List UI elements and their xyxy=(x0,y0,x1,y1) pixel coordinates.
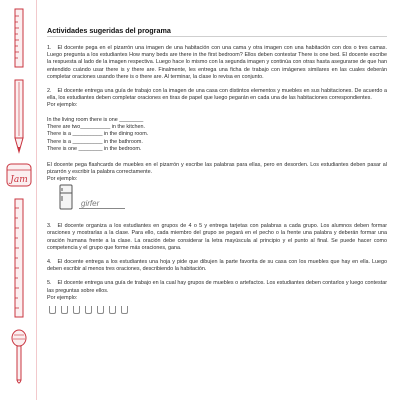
activity-4 xyxy=(47,259,387,273)
activity-flashcards xyxy=(47,162,387,176)
counting-items xyxy=(49,306,387,314)
example-sentence: There is one ________ in the bedroom. xyxy=(47,146,142,153)
example-sentence: There are two__________ in the kitchen. xyxy=(47,124,145,131)
pencil-icon xyxy=(0,78,37,156)
activity-1 xyxy=(47,45,387,81)
activity-text: El docente pega flashcards de muebles en el pizarrón y escribe las palabras para ellas, pero en desorden. Los estudiantes deben pasar al pizarrón y escribir la palabra correctamente. xyxy=(47,161,387,175)
glass-icon xyxy=(121,306,128,314)
activity-number: 1. xyxy=(47,45,52,51)
activity-number: 5. xyxy=(47,280,52,287)
glass-icon xyxy=(109,306,116,314)
document-body xyxy=(47,26,387,314)
section-title: Actividades sugeridas del programa xyxy=(47,26,171,35)
activity-number: 4. xyxy=(47,259,52,266)
example-sentence: There is a __________ in the dining room. xyxy=(47,131,149,138)
glass-icon xyxy=(85,306,92,314)
jam-icon xyxy=(0,160,37,190)
example-sentences xyxy=(47,117,387,154)
svg-text:Jam: Jam xyxy=(9,175,28,185)
title-divider xyxy=(47,36,387,37)
activity-text: El docente entrega a los estudiantes una hoja y pide que dibujen la parte favorita de su casa con los muebles que hay en ella. Luego deben escribir al menos tres oraciones, describiendo la habitación. xyxy=(47,259,387,273)
microphone-icon xyxy=(0,328,37,388)
example-sentence: In the living room there is one ________ xyxy=(47,116,144,123)
ruler-icon xyxy=(0,198,37,318)
example-label: Por ejemplo: xyxy=(47,294,78,301)
scrambled-word: girfer xyxy=(79,199,125,209)
glass-icon xyxy=(61,306,68,314)
activity-5 xyxy=(47,280,387,294)
example-label: Por ejemplo: xyxy=(47,176,78,183)
glass-icon xyxy=(49,306,56,314)
refrigerator-icon xyxy=(59,184,73,215)
ruler-icon xyxy=(0,8,37,68)
example-sentence: There is a __________ in the bathroom. xyxy=(47,138,143,145)
activity-text: El docente pega en el pizarrón una imagen de una habitación con una cama y otra imagen con una habitación con dos o tres camas. Luego pregunta a los estudiantes How many beds are there in the first bedroom? Ellos deben contestar There is one bed. El docente escribe la respuesta al lado de la imagen respectiva. Luego hace lo mismo con la segunda imagen y continúa con otras hasta asegurarse de que han entendido cuándo usar there is y there are. Finalmente, les entrega una ficha de trabajo con imágenes similares en las cuales deberán completar oraciones usando there is o there are. Al terminar, la clase lo revisa en conjunto. xyxy=(47,45,387,80)
activity-number: 2. xyxy=(47,88,52,95)
activity-3 xyxy=(47,223,387,252)
activity-2 xyxy=(47,88,387,102)
glass-icon xyxy=(97,306,104,314)
activity-text: El docente entrega una guía de trabajo en la cual hay grupos de muebles o artefactos. Los estudiantes deben contarlos y luego contestar las preguntas sobre ellos. xyxy=(47,280,387,294)
activity-number: 3. xyxy=(47,223,52,230)
glass-icon xyxy=(73,306,80,314)
activity-text: El docente organiza a los estudiantes en grupos de 4 o 5 y entrega tarjetas con palabras a cada grupo. Los alumnos deben formar oraciones y mostrarlas a la clase. Para ello, cada miembro del grupo se pegará en el pecho o la frente una palabra y deberán formar una oración humana frente a la clase. La oración debe considerar la letra mayúscula al principio y el punto al final. Se puede hacer como competencia y el grupo que forme más oraciones, gana. xyxy=(47,223,387,251)
example-label: Por ejemplo: xyxy=(47,102,78,109)
flashcard-example xyxy=(59,187,387,215)
activity-text: El docente entrega una guía de trabajo con la imagen de una casa con distintos elementos y muebles en sus habitaciones. De acuerdo a ella, los estudiantes deben completar oraciones en tiras de papel que luego pegarán en cada una de las habitaciones correspondientes. xyxy=(47,88,387,102)
